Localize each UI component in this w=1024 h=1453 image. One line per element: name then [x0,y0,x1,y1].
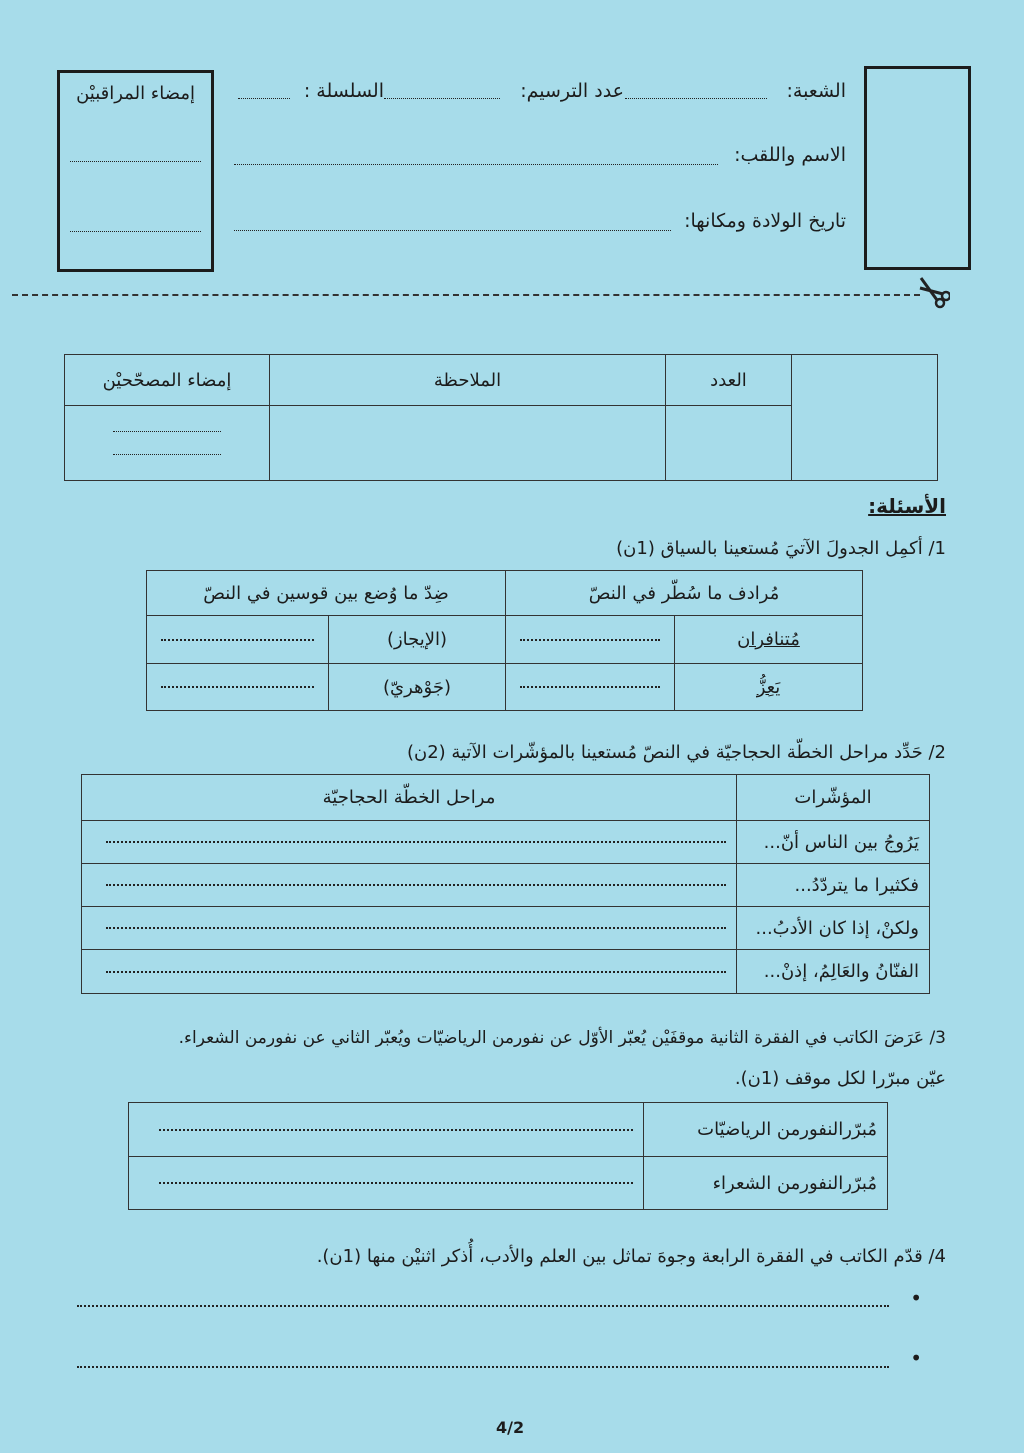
q2-stage-answer-1[interactable] [82,821,737,864]
corrector-sign-line-1[interactable] [113,431,221,432]
supervisors-sign-label: إمضاء المراقبيْن [76,83,195,104]
q2-indicators-header: المؤشّرات [737,775,930,821]
q1-synonym-answer-1[interactable] [506,616,675,664]
supervisors-signature-box [57,70,214,272]
correctors-sign-cell[interactable] [65,406,270,481]
q2-table [81,774,930,994]
q2-stages-header: مراحل الخطّة الحجاجيّة [82,775,737,821]
q1-antonym-answer-1[interactable] [147,616,329,664]
q3-table [128,1102,888,1210]
q2-stage-answer-4[interactable] [82,950,737,994]
series-label: السلسلة : [303,80,384,102]
q1-antonym-header: ضِدّ ما وُضع بين قوسين في النصّ [147,571,506,616]
name-field[interactable] [234,164,718,165]
birth-label: تاريخ الولادة ومكانها: [684,210,846,232]
score-cell[interactable] [666,406,792,481]
q4-bullet-1: • [910,1286,922,1310]
q1-synonym-answer-2[interactable] [506,664,675,711]
name-label: الاسم واللقب: [734,144,846,166]
grading-table [64,354,938,481]
q3-answer-1[interactable] [129,1103,644,1157]
q1-antonym-word-2: (جَوْهريّ) [329,664,506,711]
supervisor-sign-line-2[interactable] [70,231,201,232]
q4-prompt: 4/ قدّم الكاتب في الفقرة الرابعة وجوهَ تماثل بين العلم والأدب، أُذكر اثنيْن منها (1ن). [316,1246,946,1267]
q1-antonym-word-1: (الإيجاز) [329,616,506,664]
supervisor-sign-line-1[interactable] [70,161,201,162]
correctors-sign-header: إمضاء المصحّحيْن [65,355,270,406]
q2-indicator-3: ولكنْ، إذا كان الأدبُ... [737,907,930,950]
q2-stage-answer-2[interactable] [82,864,737,907]
q2-stage-answer-3[interactable] [82,907,737,950]
remark-header: الملاحظة [270,355,666,406]
q4-answer-line-1[interactable] [77,1305,889,1307]
reg-number-label: عدد الترسيم: [520,80,624,102]
q2-indicator-4: الفنّانُ والعَالِمُ، إذنْ... [737,950,930,994]
q2-prompt: 2/ حَدِّد مراحل الخطّة الحجاجيّة في النصّ مُستعينا بالمؤشّرات الآتية (2ن) [406,742,946,763]
q1-antonym-answer-2[interactable] [147,664,329,711]
score-header: العدد [666,355,792,406]
q3-prompt-line-1: 3/ عَرَضَ الكاتب في الفقرة الثانية موقفَيْن يُعبّر الأوّل عن نفورمن الرياضيّات ويُعبّر الثاني عن نفورمن الشعراء. [178,1028,946,1048]
cut-line [12,294,920,296]
page-number: 4/2 [496,1418,525,1437]
branch-field[interactable] [625,98,767,99]
q3-answer-2[interactable] [129,1157,644,1210]
q3-row-label-1: مُبرّرالنفورمن الرياضيّات [644,1103,888,1157]
series-field[interactable] [238,98,290,99]
q3-row-label-2: مُبرّرالنفورمن الشعراء [644,1157,888,1210]
branch-label: الشعبة: [786,80,846,102]
q2-indicator-1: يَرُوجُ بين الناس أنّ... [737,821,930,864]
corrector-sign-line-2[interactable] [113,454,221,455]
q1-table [146,570,863,711]
q1-synonym-header: مُرادف ما سُطّر في النصّ [506,571,863,616]
reg-number-field[interactable] [384,98,500,99]
anonymous-code-box [864,66,971,270]
q3-prompt-line-2: عيّن مبرّرا لكل موقف (1ن). [734,1068,946,1089]
q1-word-1: مُتنافران [675,616,863,664]
q4-bullet-2: • [910,1346,922,1370]
q2-indicator-2: فكثيرا ما يتردّدُ... [737,864,930,907]
remark-cell[interactable] [270,406,666,481]
q1-word-2: يَعِزُّ [675,664,863,711]
q4-answer-line-2[interactable] [77,1366,889,1368]
birth-field[interactable] [234,230,671,231]
q1-prompt: 1/ أكمِل الجدولَ الآتيَ مُستعينا بالسياق (1ن) [616,538,946,559]
scissors-icon [918,276,950,310]
questions-title: الأسئلة: [868,494,946,518]
grade-box-cell[interactable] [792,355,938,481]
